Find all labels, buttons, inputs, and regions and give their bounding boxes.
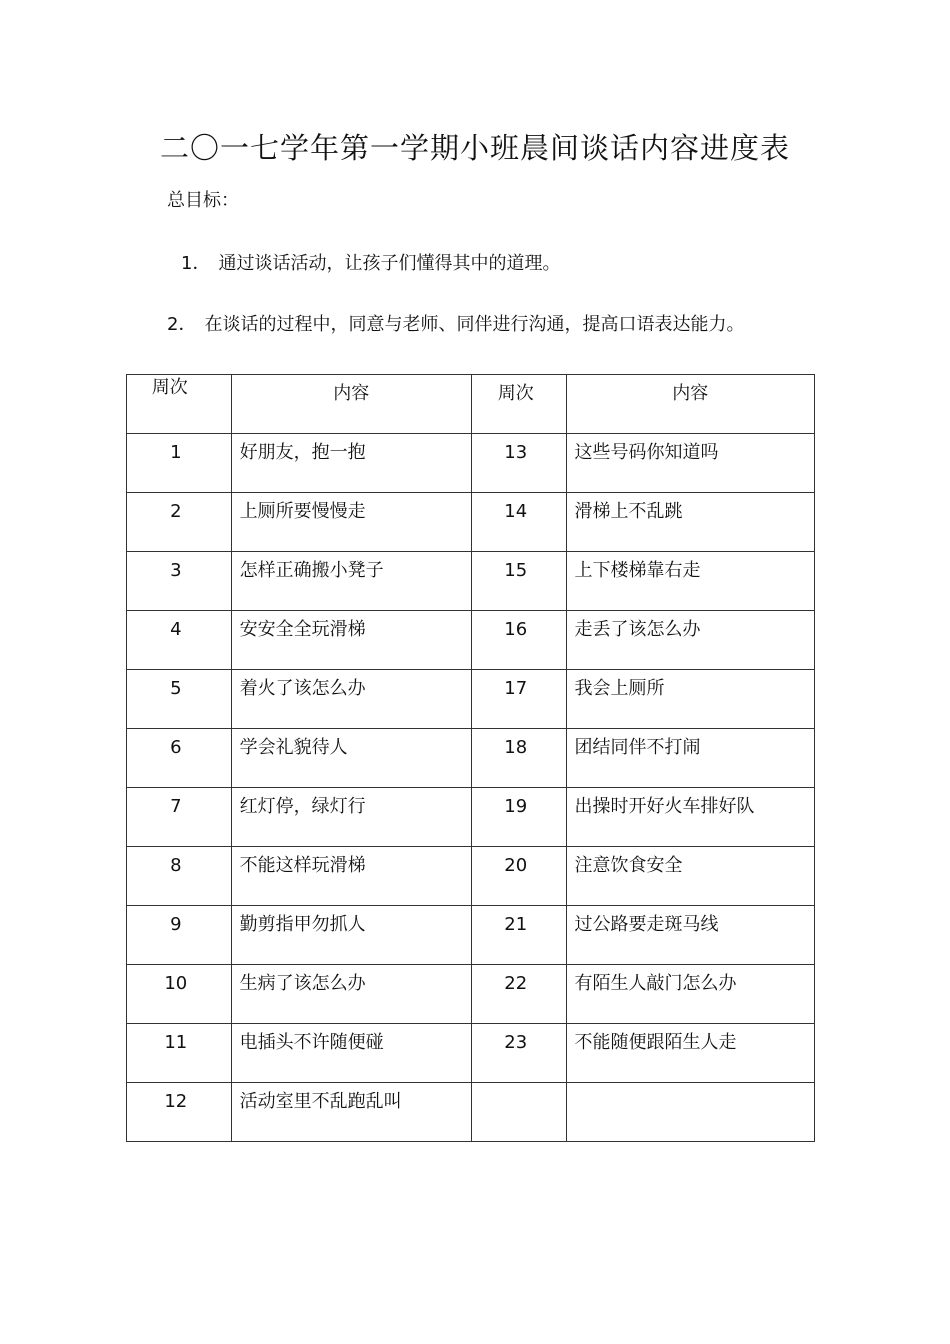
header-content-right-label: 内容: [672, 383, 709, 404]
week-number-right-cell: [471, 434, 566, 493]
topic-left: 红灯停，绿灯行: [239, 796, 366, 817]
topic-right-cell: [566, 1024, 814, 1083]
week-number-right: 22: [504, 973, 528, 994]
topic-right-cell: [566, 788, 814, 847]
page-title: 二〇一七学年第一学期小班晨间谈话内容进度表: [159, 131, 790, 165]
topic-left: 安安全全玩滑梯: [239, 619, 366, 640]
week-number-right: 19: [504, 796, 528, 817]
week-number-right: 17: [504, 678, 528, 699]
week-number-left: 10: [164, 973, 188, 994]
topic-right-cell: [566, 611, 814, 670]
table-row: [127, 611, 815, 670]
goal-heading: 总目标：: [167, 190, 239, 211]
table-row: [127, 788, 815, 847]
topic-right: 过公路要走斑马线: [574, 914, 719, 935]
topic-right: 团结同伴不打闹: [574, 737, 701, 758]
week-number-right-cell: [471, 965, 566, 1024]
table-row: [127, 434, 815, 493]
topic-right-cell: [566, 906, 814, 965]
goal-item: [181, 251, 560, 277]
header-content-left: [231, 375, 471, 434]
week-number-left: 5: [170, 678, 182, 699]
schedule-table: [126, 374, 815, 1142]
week-number-left: 12: [164, 1091, 188, 1112]
topic-right: 滑梯上不乱跳: [574, 501, 683, 522]
topic-left: 学会礼貌待人: [239, 737, 348, 758]
week-number-right-cell: [471, 493, 566, 552]
topic-right: 这些号码你知道吗: [574, 442, 719, 463]
topic-left: 上厕所要慢慢走: [239, 501, 366, 522]
week-number-left: 1: [170, 442, 182, 463]
week-number-left-cell: [127, 729, 232, 788]
topic-left-cell: [231, 1083, 471, 1142]
goal-text: 在谈话的过程中，同意与老师、同伴进行沟通，提高口语表达能力。: [204, 314, 745, 335]
topic-right-cell: [566, 434, 814, 493]
week-number-left-cell: [127, 906, 232, 965]
goal-number: 2．: [167, 314, 197, 335]
week-number-left-cell: [127, 1083, 232, 1142]
topic-left-cell: [231, 434, 471, 493]
week-number-left-cell: [127, 493, 232, 552]
week-number-right-cell: [471, 1024, 566, 1083]
header-week-left: [127, 375, 232, 434]
topic-left: 怎样正确搬小凳子: [239, 560, 384, 581]
week-number-right: 20: [504, 855, 528, 876]
table-row: [127, 965, 815, 1024]
table-row: [127, 552, 815, 611]
week-number-right: 14: [504, 501, 528, 522]
week-number-left: 7: [170, 796, 182, 817]
week-number-right: 15: [504, 560, 528, 581]
week-number-left-cell: [127, 788, 232, 847]
header-week-right-label: 周次: [497, 383, 534, 404]
topic-left: 生病了该怎么办: [239, 973, 366, 994]
table-row: [127, 1083, 815, 1142]
table-header-row: [127, 375, 815, 434]
week-number-left-cell: [127, 552, 232, 611]
topic-left-cell: [231, 552, 471, 611]
topic-right-cell: [566, 552, 814, 611]
week-number-left-cell: [127, 434, 232, 493]
table-row: [127, 493, 815, 552]
topic-right: 有陌生人敲门怎么办: [574, 973, 737, 994]
topic-right: 上下楼梯靠右走: [574, 560, 701, 581]
week-number-right-cell: [471, 611, 566, 670]
topic-left: 着火了该怎么办: [239, 678, 366, 699]
week-number-left: 6: [170, 737, 182, 758]
topic-right: 不能随便跟陌生人走: [574, 1032, 737, 1053]
week-number-left: 3: [170, 560, 182, 581]
topic-right: 走丢了该怎么办: [574, 619, 701, 640]
topic-left-cell: [231, 906, 471, 965]
week-number-left-cell: [127, 670, 232, 729]
week-number-left-cell: [127, 1024, 232, 1083]
topic-right: 注意饮食安全: [574, 855, 683, 876]
week-number-right-cell: [471, 847, 566, 906]
topic-left-cell: [231, 729, 471, 788]
week-number-left: 4: [170, 619, 182, 640]
topic-right: [567, 1083, 814, 1089]
week-number-right-cell: [471, 670, 566, 729]
topic-left-cell: [231, 611, 471, 670]
week-number-right-cell: [471, 729, 566, 788]
goal-text: 通过谈话活动，让孩子们懂得其中的道理。: [218, 253, 561, 274]
topic-left-cell: [231, 788, 471, 847]
header-week-right: [471, 375, 566, 434]
topic-right: 我会上厕所: [574, 678, 665, 699]
week-number-right: [472, 1083, 566, 1089]
topic-left-cell: [231, 1024, 471, 1083]
header-content-right: [566, 375, 814, 434]
header-content-left-label: 内容: [333, 383, 370, 404]
topic-left-cell: [231, 847, 471, 906]
topic-right-cell: [566, 493, 814, 552]
table-row: [127, 670, 815, 729]
week-number-right-cell: [471, 552, 566, 611]
topic-left: 活动室里不乱跑乱叫: [239, 1091, 402, 1112]
topic-left: 好朋友，抱一抱: [239, 442, 366, 463]
topic-right: 出操时开好火车排好队: [574, 796, 755, 817]
header-week-left-label: 周次: [151, 377, 188, 398]
week-number-left: 8: [170, 855, 182, 876]
topic-left-cell: [231, 493, 471, 552]
topic-right-cell: [566, 847, 814, 906]
topic-right-cell: [566, 1083, 814, 1142]
table-row: [127, 847, 815, 906]
topic-left: 勤剪指甲勿抓人: [239, 914, 366, 935]
topic-right-cell: [566, 729, 814, 788]
week-number-right-cell: [471, 788, 566, 847]
week-number-right: 23: [504, 1032, 528, 1053]
topic-left-cell: [231, 670, 471, 729]
week-number-right: 18: [504, 737, 528, 758]
table-row: [127, 729, 815, 788]
table-body: [127, 434, 815, 1142]
goal-number: 1．: [181, 253, 211, 274]
topic-left: 不能这样玩滑梯: [239, 855, 366, 876]
week-number-left-cell: [127, 965, 232, 1024]
goal-item: [167, 312, 744, 338]
week-number-left-cell: [127, 847, 232, 906]
topic-right-cell: [566, 670, 814, 729]
topic-right-cell: [566, 965, 814, 1024]
week-number-right-cell: [471, 1083, 566, 1142]
week-number-left: 11: [164, 1032, 188, 1053]
table-row: [127, 906, 815, 965]
week-number-left: 9: [170, 914, 182, 935]
week-number-right: 13: [504, 442, 528, 463]
week-number-right-cell: [471, 906, 566, 965]
week-number-left-cell: [127, 611, 232, 670]
topic-left-cell: [231, 965, 471, 1024]
topic-left: 电插头不许随便碰: [239, 1032, 384, 1053]
week-number-right: 16: [504, 619, 528, 640]
week-number-left: 2: [170, 501, 182, 522]
table-row: [127, 1024, 815, 1083]
week-number-right: 21: [504, 914, 528, 935]
